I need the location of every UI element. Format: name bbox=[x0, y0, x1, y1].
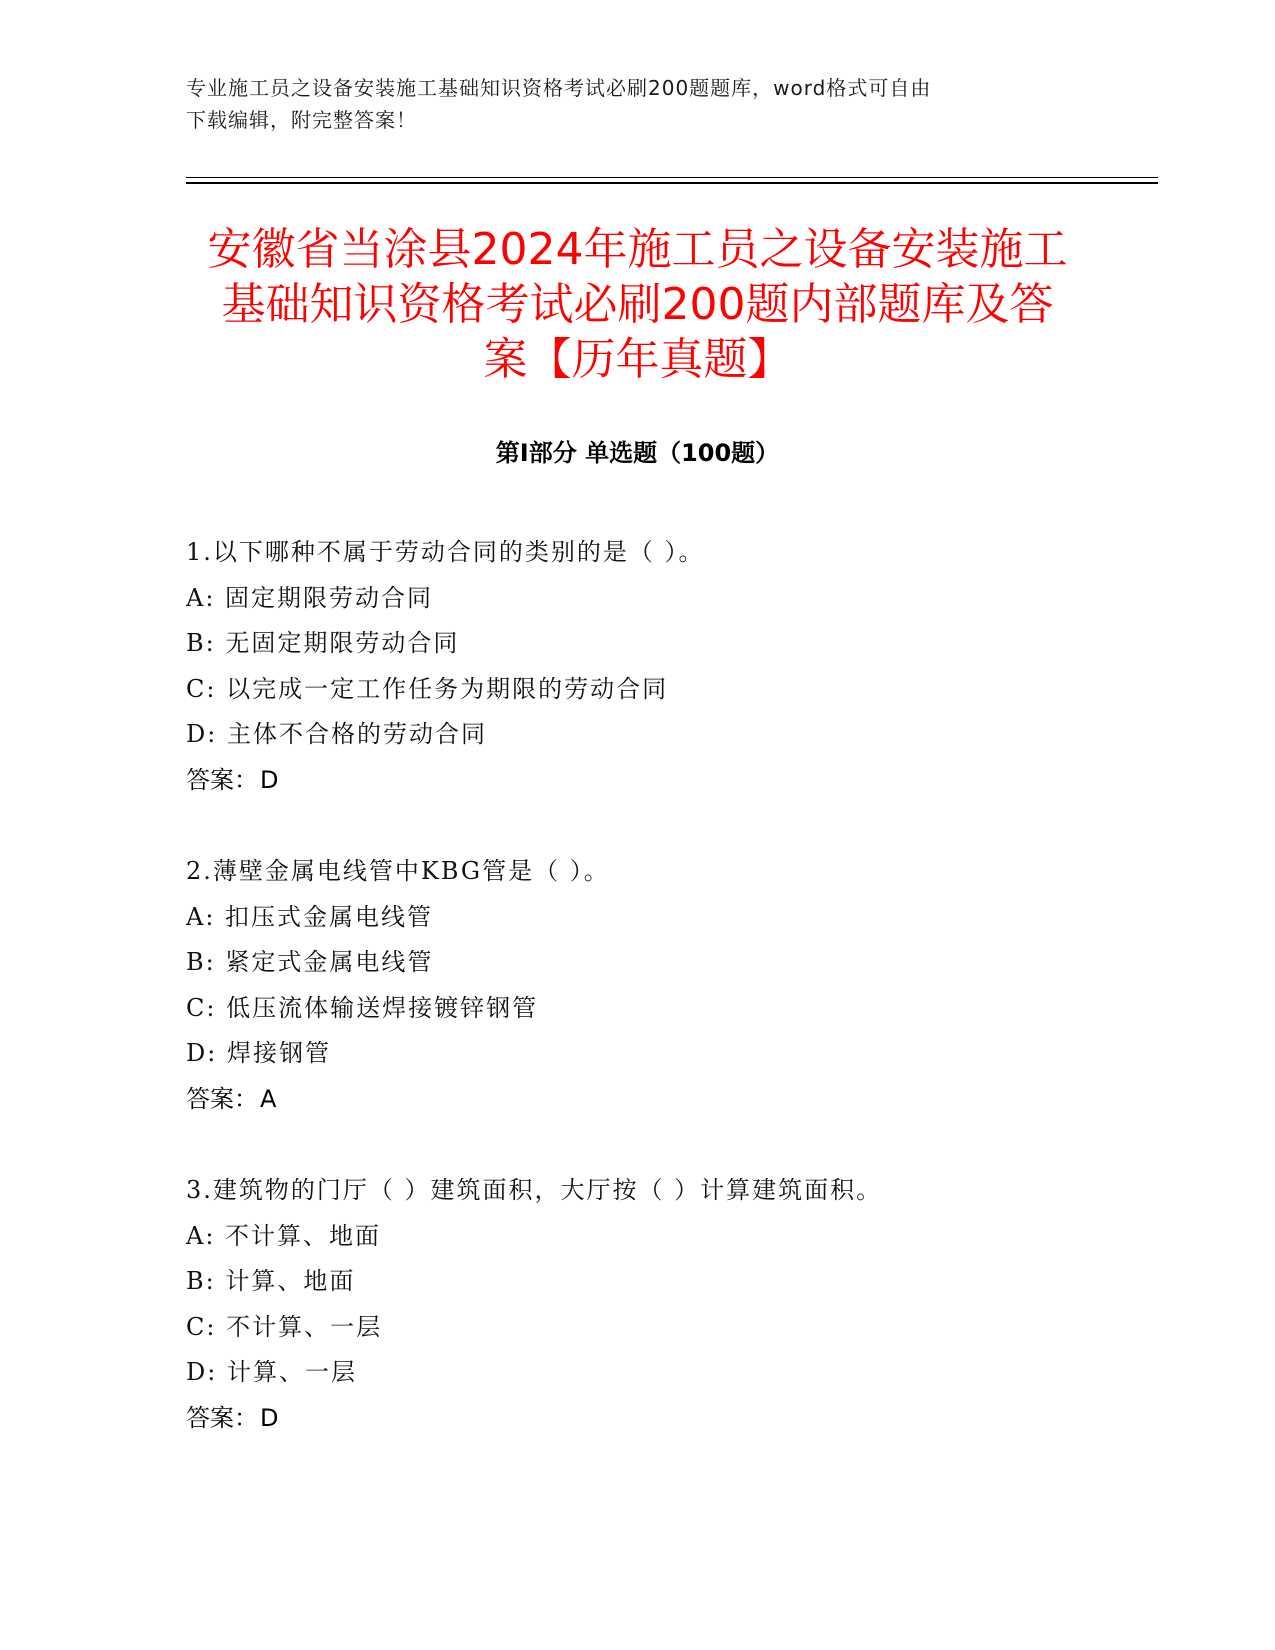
header-divider-thin bbox=[186, 177, 1158, 178]
option-d: D: 计算、一层 bbox=[186, 1358, 357, 1386]
document-title bbox=[140, 222, 1135, 387]
option-a: A: 不计算、地面 bbox=[186, 1221, 382, 1250]
answer-label: 答案： bbox=[186, 1403, 258, 1432]
answer-line bbox=[186, 1396, 1146, 1442]
question-item bbox=[186, 530, 1146, 803]
header-note-line: 专业施工员之设备安装施工基础知识资格考试必刷200题题库，word格式可自由 bbox=[186, 76, 932, 100]
option-c: C: 低压流体输送焊接镀锌钢管 bbox=[186, 993, 539, 1022]
question-item bbox=[186, 1168, 1146, 1441]
option-d: D: 主体不合格的劳动合同 bbox=[186, 720, 487, 748]
header-note bbox=[186, 72, 1066, 136]
question-stem: 1.以下哪种不属于劳动合同的类别的是（ ）。 bbox=[186, 538, 705, 566]
option-a: A: 扣压式金属电线管 bbox=[186, 902, 434, 931]
question-stem: 2.薄壁金属电线管中KBG管是（ ）。 bbox=[186, 857, 610, 885]
answer-line bbox=[186, 1077, 1146, 1123]
answer-line bbox=[186, 758, 1146, 804]
option-b: B: 计算、地面 bbox=[186, 1267, 356, 1295]
document-title-line: 案【历年真题】 bbox=[483, 334, 792, 385]
answer-value: A bbox=[260, 1084, 277, 1113]
option-b: B: 紧定式金属电线管 bbox=[186, 948, 434, 976]
question-list bbox=[186, 530, 1146, 1487]
header-note-line: 下载编辑，附完整答案！ bbox=[186, 108, 417, 132]
question-stem: 3.建筑物的门厅（ ）建筑面积，大厅按（ ）计算建筑面积。 bbox=[186, 1176, 883, 1204]
option-a: A: 固定期限劳动合同 bbox=[186, 583, 434, 612]
document-title-line: 基础知识资格考试必刷200题内部题库及答 bbox=[221, 279, 1054, 330]
option-d: D: 焊接钢管 bbox=[186, 1039, 331, 1067]
answer-value: D bbox=[260, 1403, 279, 1432]
answer-label: 答案： bbox=[186, 765, 258, 794]
answer-label: 答案： bbox=[186, 1084, 258, 1113]
option-c: C: 以完成一定工作任务为期限的劳动合同 bbox=[186, 674, 669, 703]
answer-value: D bbox=[260, 765, 279, 794]
option-b: B: 无固定期限劳动合同 bbox=[186, 629, 460, 657]
document-title-line: 安徽省当涂县2024年施工员之设备安装施工 bbox=[207, 224, 1068, 275]
option-c: C: 不计算、一层 bbox=[186, 1312, 383, 1341]
header-divider-thick bbox=[186, 182, 1158, 184]
question-item bbox=[186, 849, 1146, 1122]
section-title: 第I部分 单选题（100题） bbox=[495, 439, 780, 467]
